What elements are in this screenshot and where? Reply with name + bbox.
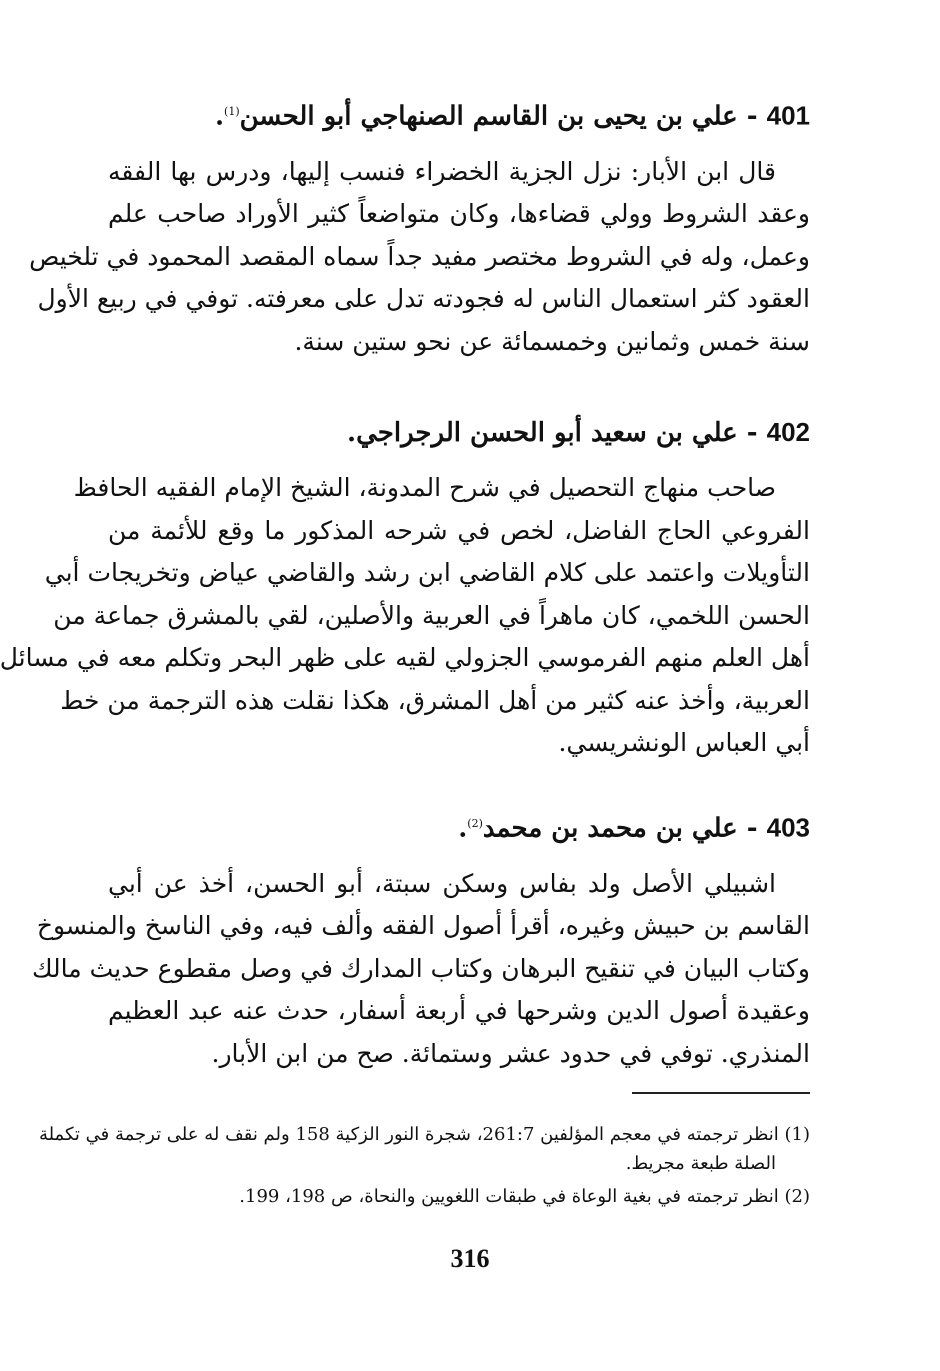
entry-end: . [214,101,225,132]
entry-403 [31,804,810,1075]
footnote-text: انظر ترجمته في معجم المؤلفين 261:7، شجرة النور الزكية 158 ولم نقف له على ترجمة في تكملة [38,1124,779,1145]
entry-dash: - [737,418,758,448]
entry-paragraph [31,863,810,1076]
paragraph-line: القاسم بن حبيش وغيره، أقرأ أصول الفقه وألف فيه، وفي الناسخ والمنسوخ [36,911,810,941]
paragraph-line: الحسن اللخمي، كان ماهراً في العربية والأصلين، لقي بالمشرق جماعة من [53,600,810,630]
entry-number: 403 [766,812,810,843]
entry-end: . [458,813,468,844]
paragraph-line: الفروعي الحاج الفاضل، لخص في شرحه المذكور ما وقع للأئمة من [108,515,810,545]
paragraph-line: أهل العلم منهم الفرموسي الجزولي لقيه على ظهر البحر وتكلم معه في مسائل [0,643,810,672]
entry-title: علي بن يحيى بن القاسم الصنهاجي أبو الحسن [239,101,738,132]
footnote-separator [632,1092,810,1094]
page-number: 316 [450,1244,490,1273]
entry-402 [0,412,810,765]
entry-title: علي بن محمد بن محمد [482,813,738,844]
entry-paragraph [0,467,810,765]
entry-heading [108,92,810,137]
paragraph-line: التأويلات واعتمد على كلام القاضي ابن رشد والقاضي عياض وتخريجات أبي [44,558,810,587]
footnote-marker: (2) [784,1186,810,1207]
paragraph-line: سنة خمس وثمانين وخمسمائة عن نحو ستين سنة. [294,326,810,356]
footnote-2 [108,1182,810,1211]
entry-paragraph [29,151,810,364]
footnote-1 [38,1120,810,1178]
entry-401 [29,92,810,363]
paragraph-line: قال ابن الأبار: نزل الجزية الخضراء فنسب إليها، ودرس بها الفقه [108,156,776,186]
entry-dash: - [737,813,758,844]
entry-heading [108,412,810,453]
entry-title: علي بن سعيد أبو الحسن الرجراجي [356,418,738,448]
footnote-ref: (2) [467,817,483,830]
paragraph-line: العربية، وأخذ عنه كثير من أهل المشرق، هكذا نقلت هذه الترجمة من خط [60,685,810,715]
paragraph-line: وعمل، وله في الشروط مختصر مفيد جداً سماه المقصد المحمود في تلخيص [29,241,810,271]
paragraph-line: وعقيدة أصول الدين وشرحها في أربعة أسفار، حدث عنه عبد العظيم [108,996,810,1026]
paragraph-line: العقود كثر استعمال الناس له فجودته تدل على معرفته. توفي في ربيع الأول [37,284,810,314]
footnotes [38,1120,810,1215]
paragraph-line: أبي العباس الونشريسي. [558,728,810,757]
paragraph-line: وكتاب البيان في تنقيح البرهان وكتاب المدارك في وصل مقطوع حديث مالك [31,953,810,983]
entry-dash: - [737,101,758,132]
paragraph-line: وعقد الشروط وولي قضاءها، وكان متواضعاً كثير الأوراد صاحب علم [108,199,810,229]
entry-heading [108,804,810,849]
footnote-text: انظر ترجمته في بغية الوعاة في طبقات اللغويين والنحاة، ص 198، 199. [239,1186,779,1207]
entry-end: . [347,418,357,448]
entry-number: 402 [766,417,810,447]
paragraph-line: اشبيلي الأصل ولد بفاس وسكن سبتة، أبو الحسن، أخذ عن أبي [108,868,776,898]
footnote-continuation: الصلة طبعة مجريط. [625,1153,776,1174]
entry-number: 401 [766,100,810,131]
paragraph-line: المنذري. توفي في حدود عشر وستمائة. صح من ابن الأبار. [211,1038,810,1068]
footnote-marker: (1) [784,1124,810,1145]
paragraph-line: صاحب منهاج التحصيل في شرح المدونة، الشيخ الإمام الفقيه الحافظ [73,473,776,502]
footnote-ref: (1) [224,105,240,118]
